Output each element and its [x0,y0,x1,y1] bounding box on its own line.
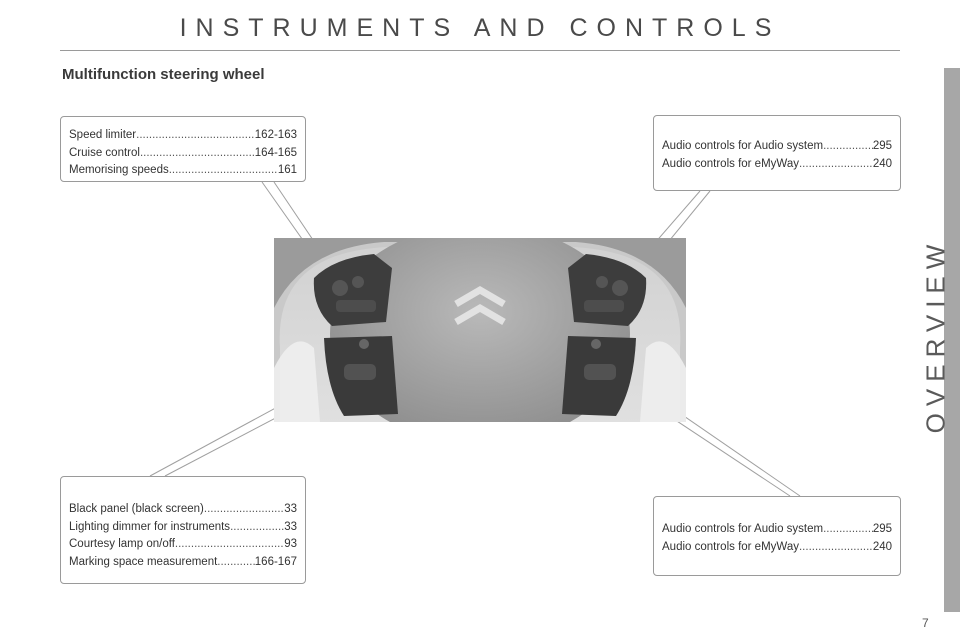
callout-entry [69,127,297,145]
steering-wheel-illustration [274,238,686,422]
entry-label: Audio controls for Audio system [662,523,824,535]
leader-dots [217,554,254,572]
entry-page-ref[interactable]: 161 [277,164,297,176]
entry-label: Courtesy lamp on/off [69,538,175,550]
callout-entry [662,521,892,539]
callout-box-audio-upper [653,115,901,191]
entry-label: Lighting dimmer for instruments [69,520,231,533]
page-title: INSTRUMENTS AND CONTROLS [179,14,781,42]
callout-box-speed-controls [60,116,306,182]
leader-dots [799,156,873,174]
page-number: 7 [922,616,929,630]
leader-dots [175,536,284,554]
callout-entry [69,162,297,180]
entry-label: Audio controls for eMyWay [662,157,799,170]
entry-page-ref[interactable]: 162-163 [254,129,297,141]
callout-entry [69,554,297,572]
entry-page-ref[interactable]: 240 [872,540,892,553]
callout-entry [662,539,892,557]
entry-label: Black panel (black screen) [69,503,204,515]
entry-page-ref[interactable]: 164-165 [254,146,297,159]
callout-entry [69,519,297,537]
leader-dots [204,501,284,519]
entry-page-ref[interactable]: 295 [872,523,892,535]
entry-label: Marking space measurement [69,555,218,568]
callout-box-audio-lower [653,496,901,576]
entry-page-ref[interactable]: 166-167 [254,555,297,568]
callout-entry [662,138,892,156]
leader-dots [799,539,873,557]
callout-entry [662,156,892,174]
leader-dots [823,521,873,539]
entry-page-ref[interactable]: 33 [284,503,297,515]
entry-page-ref[interactable]: 93 [284,538,297,550]
leader-dots [136,127,255,145]
entry-label: Speed limiter [69,129,137,141]
entry-label: Audio controls for eMyWay [662,540,799,553]
title-divider [60,50,900,51]
steering-wheel-photo [274,238,686,422]
callout-entry [69,145,297,163]
entry-page-ref[interactable]: 240 [872,157,892,170]
entry-label: Audio controls for Audio system [662,140,824,152]
leader-dots [169,162,278,180]
callout-entry [69,536,297,554]
side-tab-label: OVERVIEW [920,237,951,434]
entry-page-ref[interactable]: 33 [284,520,297,533]
section-title: Multifunction steering wheel [62,66,265,83]
leader-dots [140,145,255,163]
leader-dots [823,138,873,156]
callout-box-lighting-controls [60,476,306,584]
entry-label: Cruise control [69,146,140,159]
callout-entry [69,501,297,519]
leader-dots [230,519,284,537]
entry-page-ref[interactable]: 295 [872,140,892,152]
entry-label: Memorising speeds [69,164,169,176]
